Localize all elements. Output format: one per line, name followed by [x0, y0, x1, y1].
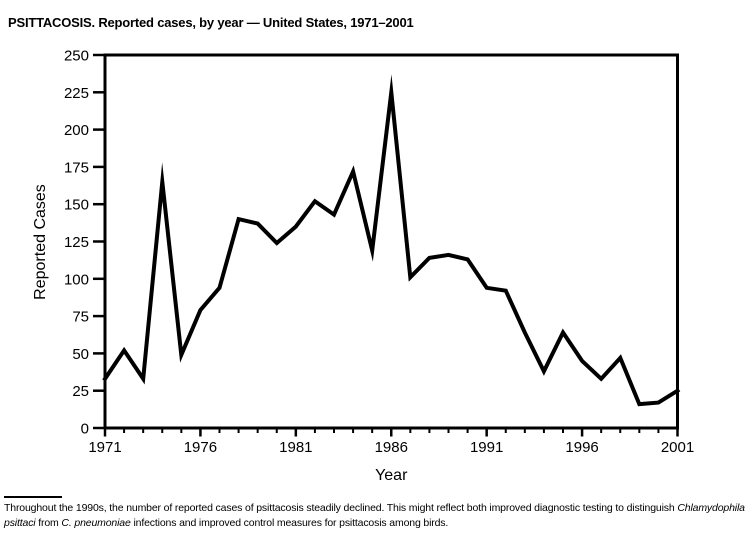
- x-tick-label: 1991: [469, 439, 504, 456]
- footnote-separator: [4, 496, 62, 498]
- y-tick-label: 75: [72, 308, 89, 326]
- x-tick-label: 1971: [88, 439, 122, 456]
- y-tick-label: 150: [63, 196, 89, 214]
- footnote-text: [4, 501, 748, 531]
- footnote-segment: from: [35, 517, 62, 529]
- y-tick-label: 0: [80, 420, 89, 438]
- footnote-segment: Throughout the 1990s, the number of reported cases of psittacosis steadily declined. This might reflect both improved diagnostic testing to distinguish: [4, 502, 678, 514]
- x-axis-title: Year: [375, 467, 408, 484]
- footnote-italic-term: Chlamydophila psittaci: [4, 502, 745, 529]
- y-tick-label: 125: [63, 234, 89, 251]
- y-tick-label: 100: [63, 271, 89, 289]
- y-tick-label: 200: [63, 122, 89, 140]
- x-tick-label: 1981: [279, 439, 313, 456]
- y-tick-label: 50: [72, 345, 89, 363]
- data-line: [105, 92, 678, 404]
- y-tick-label: 25: [72, 383, 89, 401]
- y-tick-label: 225: [63, 84, 89, 102]
- y-tick-label: 250: [63, 47, 89, 65]
- x-tick-label: 2001: [660, 439, 695, 456]
- chart-title: PSITTACOSIS. Reported cases, by year — United States, 1971–2001: [8, 15, 414, 30]
- x-tick-label: 1996: [565, 439, 599, 456]
- footnote-italic-term: C. pneumoniae: [61, 517, 131, 529]
- y-axis-title: Reported Cases: [32, 184, 49, 300]
- footnote-segment: infections and improved control measures for psittacosis among birds.: [130, 517, 449, 529]
- x-tick-label: 1976: [183, 439, 218, 456]
- x-tick-label: 1986: [374, 439, 408, 456]
- y-tick-label: 175: [63, 159, 89, 177]
